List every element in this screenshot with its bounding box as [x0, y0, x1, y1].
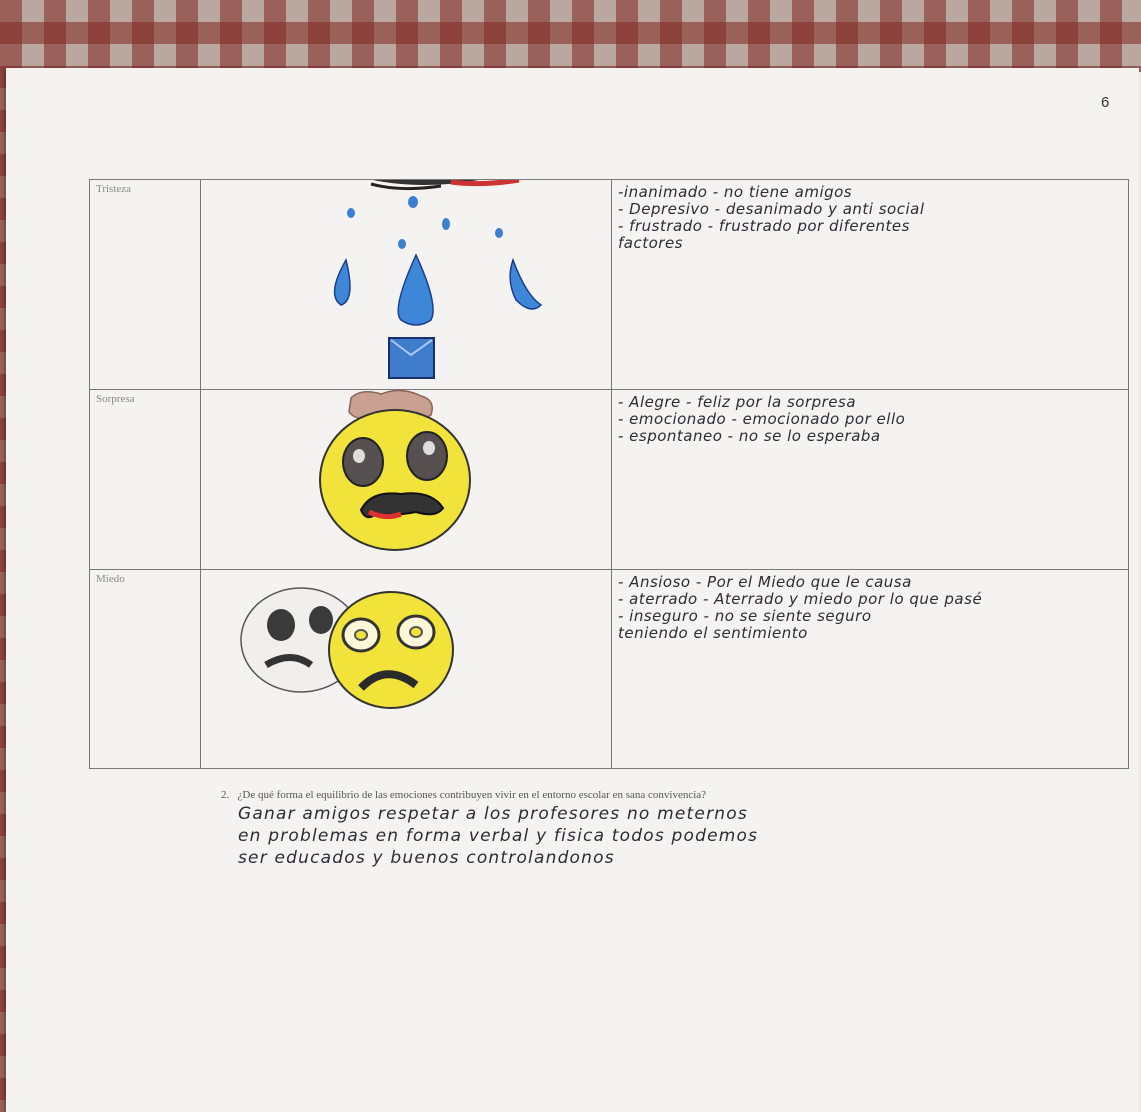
notes-cell: [612, 390, 1129, 570]
note-line: factores: [618, 234, 683, 252]
scared-emoji: [201, 570, 611, 769]
notes-cell: [612, 570, 1129, 769]
question-number: 2.: [221, 789, 230, 801]
emotion-label: Miedo: [90, 570, 201, 769]
note-line: - inseguro - no se siente seguro: [618, 607, 872, 625]
emotions-table: [89, 179, 1129, 769]
handwritten-notes: [612, 180, 1128, 252]
answer-line: ser educados y buenos controlandonos: [238, 848, 615, 868]
emotion-label: Sorpresa: [90, 390, 201, 570]
note-line: - frustrado - frustrado por diferentes: [618, 217, 910, 235]
surprised-emoji: [201, 390, 611, 570]
surprised-emoji-drawing: [201, 390, 612, 570]
handwritten-notes: [612, 570, 1128, 642]
note-line: -inanimado - no tiene amigos: [618, 183, 853, 201]
note-line: - Alegre - feliz por la sorpresa: [618, 393, 857, 411]
table-row: [90, 390, 1129, 570]
tears-illustration: [201, 180, 611, 390]
scared-emoji-drawing: [201, 570, 612, 769]
table-row: [90, 570, 1129, 769]
note-line: - Depresivo - desanimado y anti social: [618, 200, 925, 218]
table-row: [90, 180, 1129, 390]
notes-cell: [612, 180, 1129, 390]
page-number: 6: [1101, 94, 1110, 111]
crying-face-drawing: [201, 180, 612, 390]
handwritten-notes: [612, 390, 1128, 445]
question-text: ¿De qué forma el equilibrio de las emociones contribuyen vivir en el entorno escolar en sana convivencia?: [237, 789, 707, 801]
answer-line: en problemas en forma verbal y fisica todos podemos: [238, 826, 759, 846]
handwritten-answer: [238, 803, 1058, 869]
question-prompt: [221, 789, 706, 801]
note-line: - Ansioso - Por el Miedo que le causa: [618, 573, 912, 591]
emotion-label: Tristeza: [90, 180, 201, 390]
note-line: - espontaneo - no se lo esperaba: [618, 427, 881, 445]
note-line: teniendo el sentimiento: [618, 624, 808, 642]
answer-line: Ganar amigos respetar a los profesores no meternos: [238, 804, 748, 824]
note-line: - emocionado - emocionado por ello: [618, 410, 906, 428]
note-line: - aterrado - Aterrado y miedo por lo que pasé: [618, 590, 983, 608]
